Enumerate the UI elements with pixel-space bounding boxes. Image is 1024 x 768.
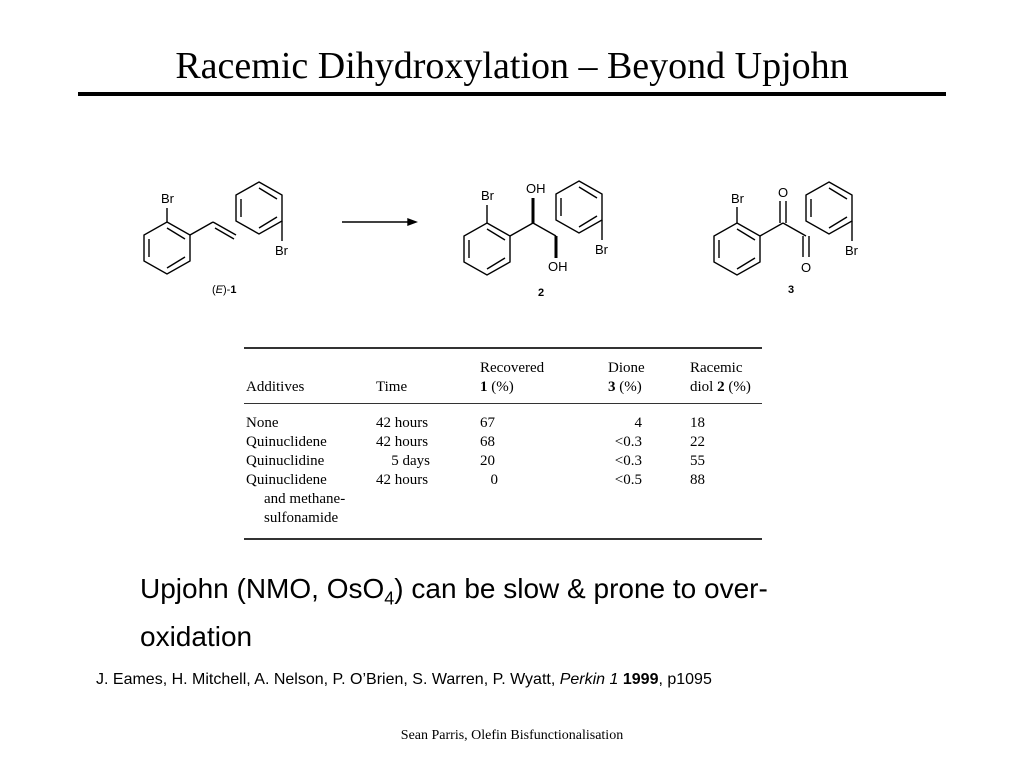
header-recovered-top: Recovered — [478, 348, 606, 378]
compound1-br-top: Br — [161, 191, 174, 206]
table-row: None 42 hours 67 4 18 — [246, 415, 705, 431]
compound1-ring-left — [144, 222, 190, 274]
compound2-ring-left — [464, 223, 510, 275]
compound2-oh-bottom: OH — [548, 259, 568, 274]
slide-title: Racemic Dihydroxylation – Beyond Upjohn — [175, 45, 849, 87]
table-header-row-1 — [244, 348, 762, 378]
header-dione: 3 (%) — [606, 378, 688, 404]
compound2-ring-right — [556, 181, 602, 233]
table-row: Quinuclidene 42 hours 68 <0.3 22 — [246, 434, 705, 450]
title-divider — [78, 92, 946, 96]
compound3-o-top: O — [778, 185, 789, 200]
summary-text: Upjohn (NMO, OsO$_4$) can be slow & prone to over-oxidation — [140, 573, 768, 652]
slide-footer: Sean Parris, Olefin Bisfunctionalisation — [400, 728, 624, 743]
table-row: Quinuclidene and methane- sulfonamide 42 hours 0 <0.5 88 — [244, 471, 762, 539]
compound1-br-bottom: Br — [275, 243, 288, 258]
compound3-o-bottom: O — [801, 260, 812, 275]
compound3-ring-left — [714, 223, 760, 275]
compound3-br-top: Br — [731, 191, 744, 206]
compound1-label: (E)-1 — [212, 284, 237, 296]
table-header-row-2 — [244, 378, 762, 404]
compound2-br-top: Br — [481, 188, 494, 203]
compound2-oh-top: OH — [526, 181, 546, 196]
compound3-ring-right — [806, 182, 852, 234]
header-time: Time — [374, 378, 478, 404]
compound3-label: 3 — [788, 284, 795, 296]
compound3-br-bottom: Br — [845, 243, 858, 258]
header-recovered: 1 (%) — [478, 378, 606, 404]
header-racemic: diol 2 (%) — [688, 378, 762, 404]
table-row: Quinuclidine 5 days 20 <0.3 55 — [246, 453, 705, 469]
compound2-label: 2 — [538, 287, 545, 299]
compound2-br-bottom: Br — [595, 242, 608, 257]
header-dione-top: Dione — [606, 348, 688, 378]
results-table — [244, 347, 762, 540]
compound1-ring-right — [236, 182, 282, 234]
header-racemic-top: Racemic — [688, 348, 762, 378]
citation: J. Eames, H. Mitchell, A. Nelson, P. O’Brien, S. Warren, P. Wyatt, Perkin 1 1999, p1095 — [96, 671, 712, 688]
reaction-scheme — [120, 165, 890, 305]
header-additives: Additives — [244, 378, 374, 404]
